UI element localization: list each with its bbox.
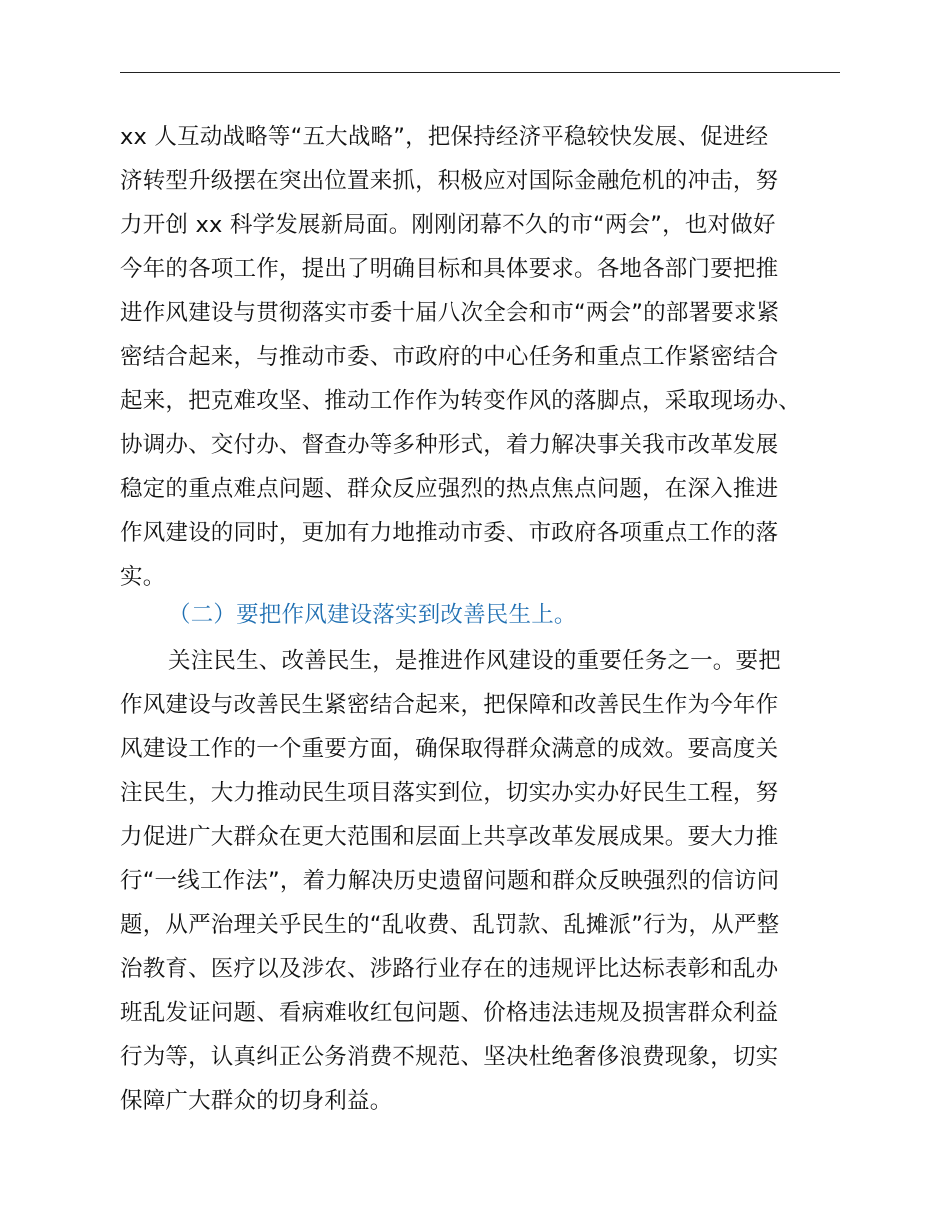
text-line: 进作风建设与贯彻落实市委十届八次全会和市“两会”的部署要求紧 [120,300,780,326]
text-line: 行“一线工作法”，着力解决历史遗留问题和群众反映强烈的信访问 [120,868,780,894]
section-heading: （二）要把作风建设落实到改善民生上。 [168,602,577,628]
text-line: 稳定的重点难点问题、群众反应强烈的热点焦点问题，在深入推进 [120,476,779,502]
text-line: 力促进广大群众在更大范围和层面上共享改革发展成果。要大力推 [120,824,779,850]
text-line: 今年的各项工作，提出了明确目标和具体要求。各地各部门要把推 [120,256,779,282]
text-line: 题，从严治理关乎民生的“乱收费、乱罚款、乱摊派”行为，从严整 [120,912,780,938]
text-line: 注民生，大力推动民生项目落实到位，切实办实办好民生工程，努 [120,780,779,806]
text-line: 实。 [120,564,166,590]
text-line: xx 人互动战略等“五大战略”，把保持经济平稳较快发展、促进经 [120,124,769,150]
text-line: 作风建设的同时，更加有力地推动市委、市政府各项重点工作的落 [120,520,779,546]
text-line: 班乱发证问题、看病难收红包问题、价格违法违规及损害群众利益 [120,1000,779,1026]
text-line: 力开创 xx 科学发展新局面。刚刚闭幕不久的市“两会”，也对做好 [120,212,776,238]
text-line: 治教育、医疗以及涉农、涉路行业存在的违规评比达标表彰和乱办 [120,956,779,982]
text-line: 行为等，认真纠正公务消费不规范、坚决杜绝奢侈浪费现象，切实 [120,1044,779,1070]
text-line: 密结合起来，与推动市委、市政府的中心任务和重点工作紧密结合 [120,344,779,370]
text-line: 作风建设与改善民生紧密结合起来，把保障和改善民生作为今年作 [120,692,779,718]
text-line: 风建设工作的一个重要方面，确保取得群众满意的成效。要高度关 [120,736,779,762]
text-line: 济转型升级摆在突出位置来抓，积极应对国际金融危机的冲击，努 [120,168,779,194]
text-line: 关注民生、改善民生，是推进作风建设的重要任务之一。要把 [168,648,781,674]
header-rule [120,72,840,73]
text-line: 协调办、交付办、督查办等多种形式，着力解决事关我市改革发展 [120,432,779,458]
text-line: 起来，把克难攻坚、推动工作作为转变作风的落脚点，采取现场办、 [120,388,802,414]
text-line: 保障广大群众的切身利益。 [120,1088,393,1114]
